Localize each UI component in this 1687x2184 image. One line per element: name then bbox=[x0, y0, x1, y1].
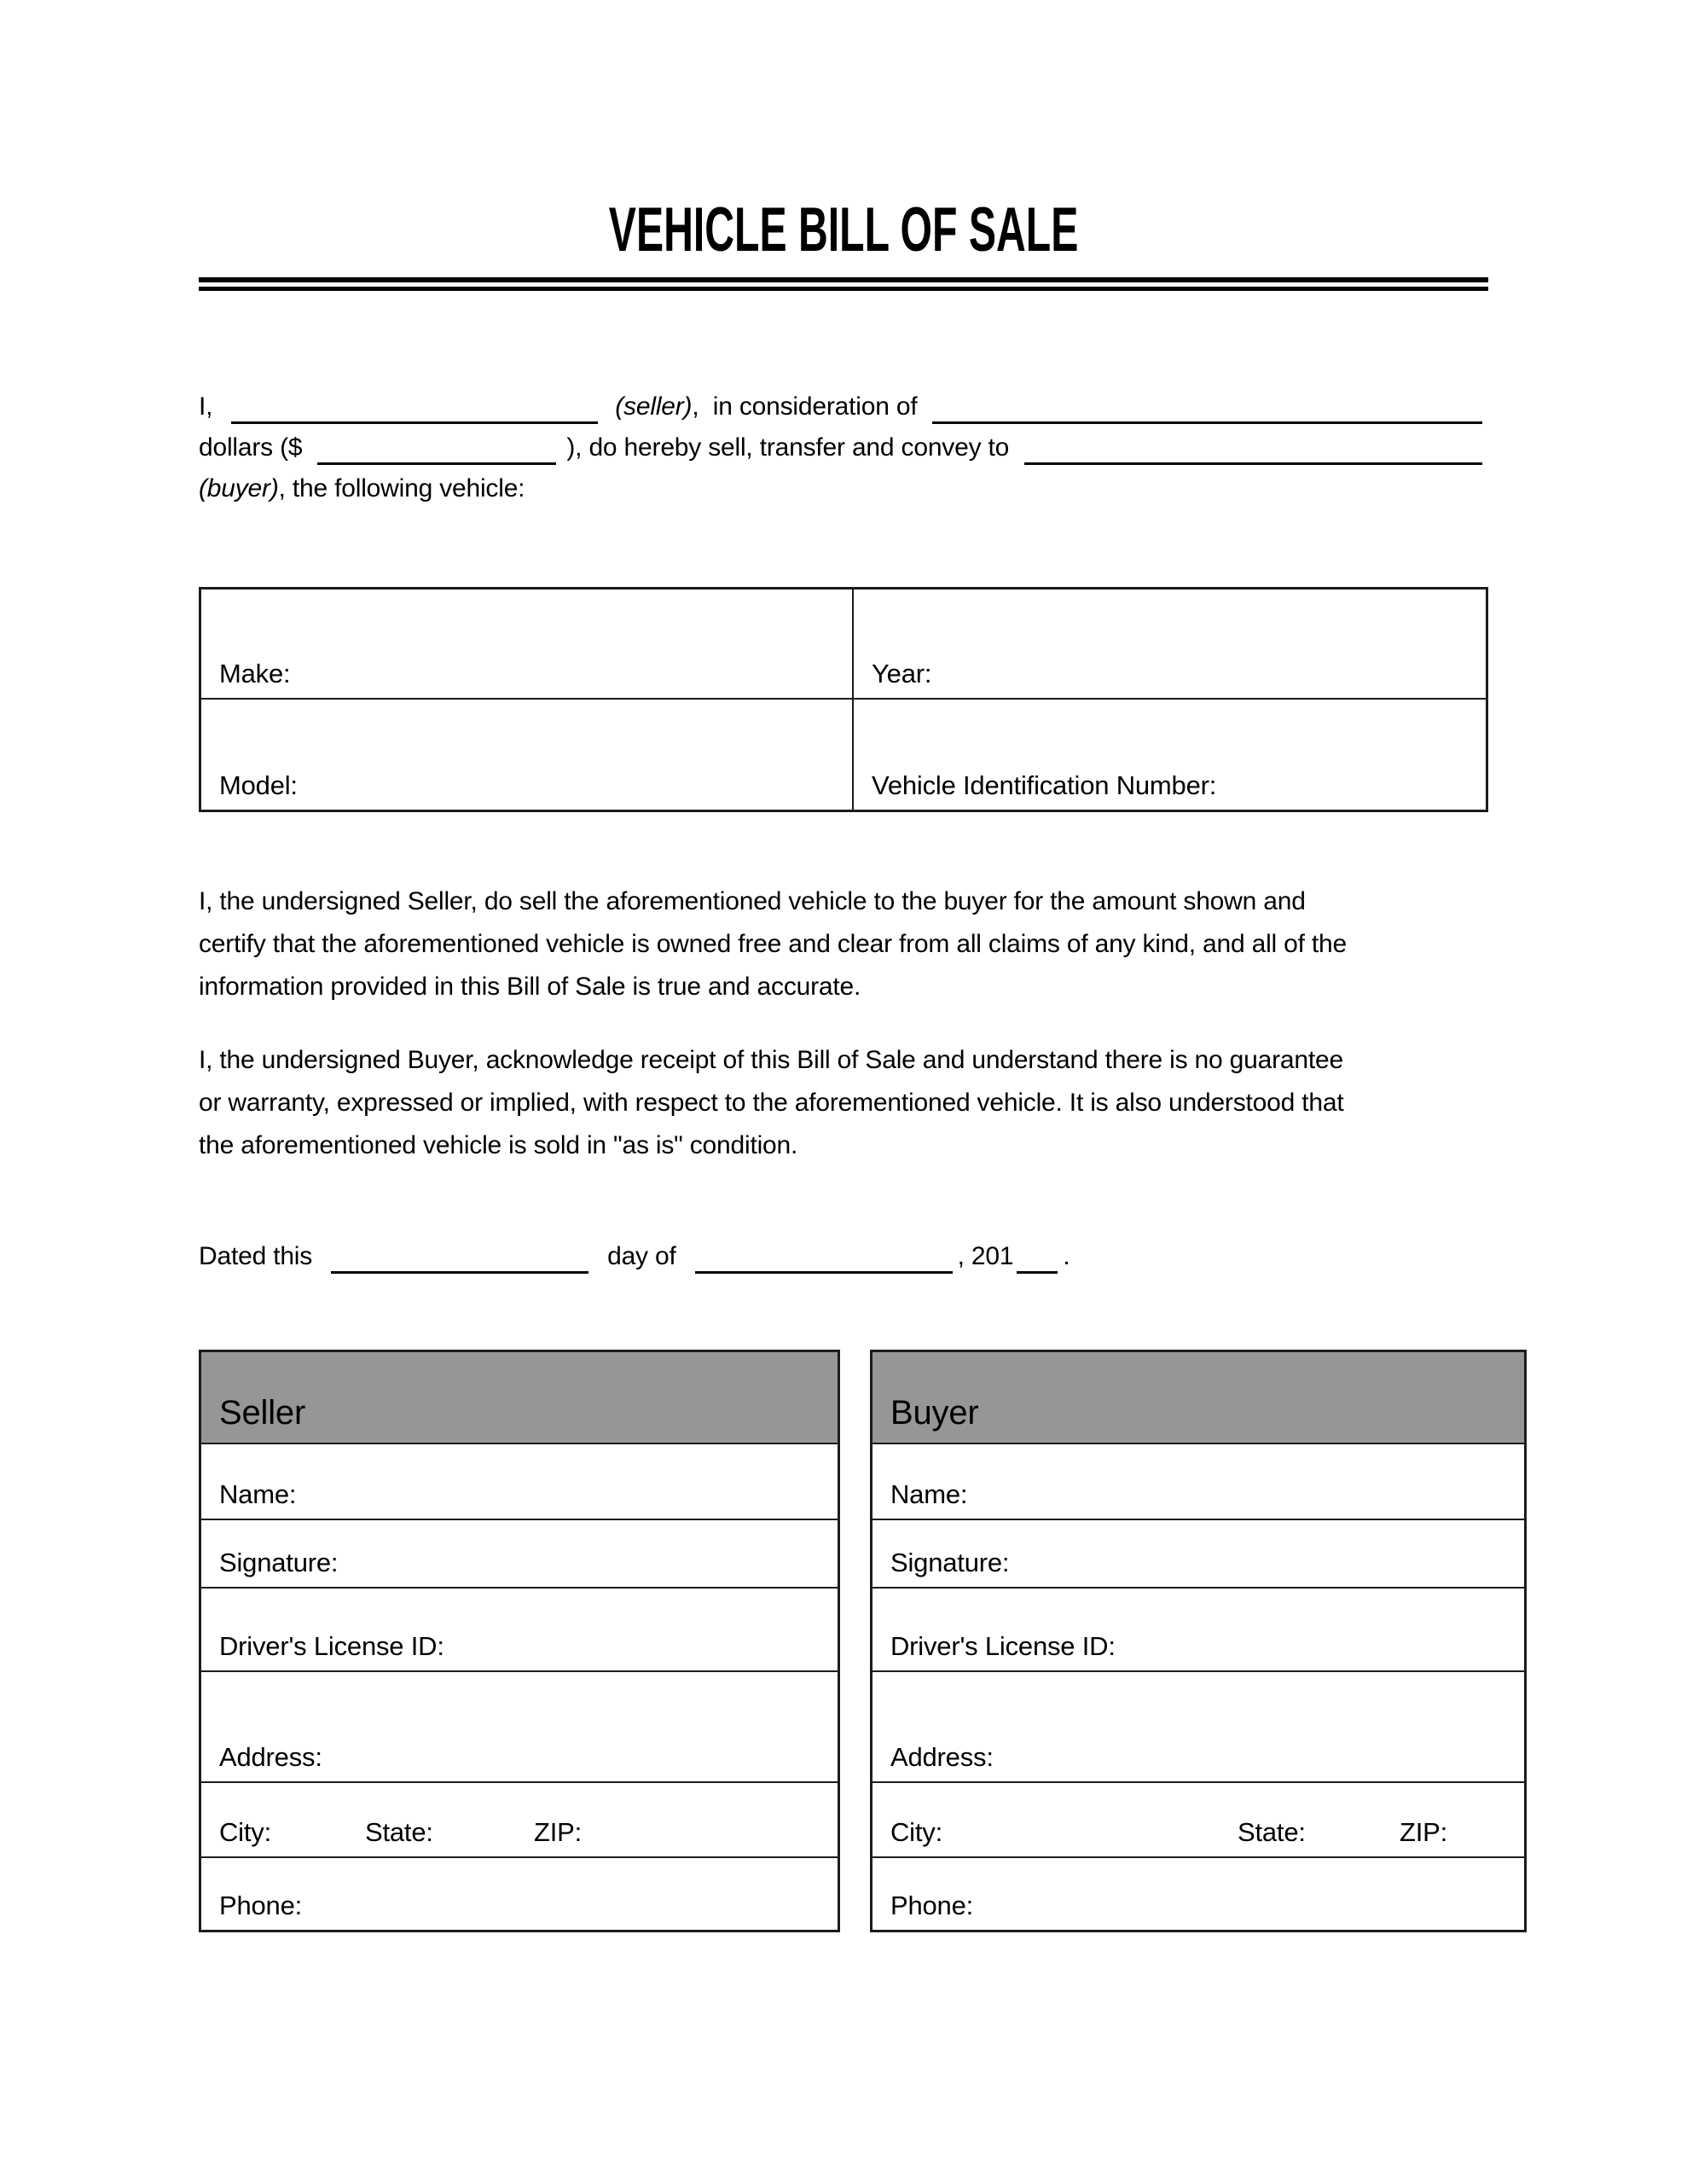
seller-statement-line2: certify that the aforementioned vehicle is owned free and clear from all claims of any kind, and all of the bbox=[199, 930, 1347, 958]
buyer-name-blank[interactable] bbox=[1024, 433, 1482, 465]
seller-signature-label: Signature: bbox=[219, 1548, 339, 1577]
intro-line2-pre: dollars ($ bbox=[199, 433, 303, 462]
buyer-statement bbox=[199, 1039, 1495, 1167]
year-label: Year: bbox=[872, 659, 932, 688]
seller-license-label: Driver's License ID: bbox=[219, 1631, 444, 1661]
intro-line3-post: , the following vehicle: bbox=[278, 474, 525, 502]
seller-box-header bbox=[201, 1352, 838, 1444]
buyer-name-row[interactable] bbox=[872, 1444, 1524, 1520]
seller-statement bbox=[199, 880, 1495, 1008]
seller-phone-row[interactable] bbox=[201, 1858, 838, 1930]
buyer-phone-row[interactable] bbox=[872, 1858, 1524, 1930]
seller-info-box bbox=[199, 1350, 840, 1932]
dated-year-prefix: , 201 bbox=[957, 1242, 1014, 1270]
seller-phone-label: Phone: bbox=[219, 1891, 303, 1920]
title-divider bbox=[199, 277, 1488, 291]
buyer-statement-line3: the aforementioned vehicle is sold in "as is" condition. bbox=[199, 1131, 798, 1159]
buyer-license-row[interactable] bbox=[872, 1589, 1524, 1672]
seller-address-label: Address: bbox=[219, 1742, 322, 1772]
seller-header-label: Seller bbox=[219, 1394, 306, 1432]
buyer-license-label: Driver's License ID: bbox=[890, 1631, 1116, 1661]
make-field-cell[interactable] bbox=[201, 590, 854, 700]
dated-prefix: Dated this bbox=[199, 1242, 313, 1270]
seller-license-row[interactable] bbox=[201, 1589, 838, 1672]
seller-address-row[interactable] bbox=[201, 1672, 838, 1783]
buyer-signature-label: Signature: bbox=[890, 1548, 1010, 1577]
buyer-city-state-zip-row[interactable] bbox=[872, 1783, 1524, 1858]
model-label: Model: bbox=[219, 770, 298, 800]
intro-line1-post: , in consideration of bbox=[692, 392, 918, 421]
model-field-cell[interactable] bbox=[201, 700, 854, 810]
buyer-statement-line1: I, the undersigned Buyer, acknowledge receipt of this Bill of Sale and understand there is no guarantee bbox=[199, 1046, 1343, 1074]
buyer-state-label: State: bbox=[1238, 1817, 1306, 1847]
intro-paragraph bbox=[199, 386, 1482, 508]
dated-line bbox=[199, 1235, 1482, 1276]
consideration-blank[interactable] bbox=[932, 392, 1482, 424]
make-label: Make: bbox=[219, 659, 291, 688]
seller-zip-label: ZIP: bbox=[534, 1817, 583, 1847]
seller-name-row[interactable] bbox=[201, 1444, 838, 1520]
intro-line2-post: ), do hereby sell, transfer and convey to bbox=[566, 433, 1010, 462]
vehicle-details-table bbox=[199, 587, 1488, 812]
intro-line1-pre: I, bbox=[199, 392, 213, 421]
dated-row bbox=[199, 1235, 1482, 1276]
buyer-term: (buyer) bbox=[199, 474, 279, 502]
day-blank[interactable] bbox=[331, 1241, 588, 1274]
buyer-phone-label: Phone: bbox=[890, 1891, 974, 1920]
month-blank[interactable] bbox=[695, 1241, 953, 1274]
buyer-header-label: Buyer bbox=[890, 1394, 979, 1432]
dated-middle: day of bbox=[607, 1242, 676, 1270]
buyer-info-box bbox=[870, 1350, 1527, 1932]
intro-line-2 bbox=[199, 427, 1482, 468]
buyer-city-label: City: bbox=[890, 1817, 943, 1847]
page-title bbox=[0, 195, 1687, 264]
buyer-statement-line2: or warranty, expressed or implied, with respect to the aforementioned vehicle. It is also understood that bbox=[199, 1089, 1344, 1117]
seller-name-blank[interactable] bbox=[231, 392, 598, 424]
intro-line-1 bbox=[199, 386, 1482, 427]
buyer-box-header bbox=[872, 1352, 1524, 1444]
page-title-text: VEHICLE BILL OF SALE bbox=[608, 195, 1079, 264]
buyer-address-row[interactable] bbox=[872, 1672, 1524, 1783]
dollar-amount-blank[interactable] bbox=[317, 433, 556, 465]
intro-line-3 bbox=[199, 468, 1482, 508]
seller-statement-line3: information provided in this Bill of Sale is true and accurate. bbox=[199, 973, 861, 1001]
seller-name-label: Name: bbox=[219, 1479, 297, 1509]
year-field-cell[interactable] bbox=[854, 590, 1486, 700]
buyer-signature-row[interactable] bbox=[872, 1520, 1524, 1589]
buyer-name-label: Name: bbox=[890, 1479, 968, 1509]
vin-field-cell[interactable] bbox=[854, 700, 1486, 810]
buyer-address-label: Address: bbox=[890, 1742, 994, 1772]
seller-city-label: City: bbox=[219, 1817, 272, 1847]
seller-term: (seller) bbox=[615, 392, 693, 421]
dated-suffix: . bbox=[1063, 1242, 1070, 1270]
year-blank[interactable] bbox=[1017, 1241, 1058, 1274]
buyer-zip-label: ZIP: bbox=[1400, 1817, 1448, 1847]
seller-state-label: State: bbox=[365, 1817, 433, 1847]
vin-label: Vehicle Identification Number: bbox=[872, 770, 1217, 800]
seller-statement-line1: I, the undersigned Seller, do sell the aforementioned vehicle to the buyer for the amount shown and bbox=[199, 887, 1306, 915]
seller-signature-row[interactable] bbox=[201, 1520, 838, 1589]
seller-city-state-zip-row[interactable] bbox=[201, 1783, 838, 1858]
